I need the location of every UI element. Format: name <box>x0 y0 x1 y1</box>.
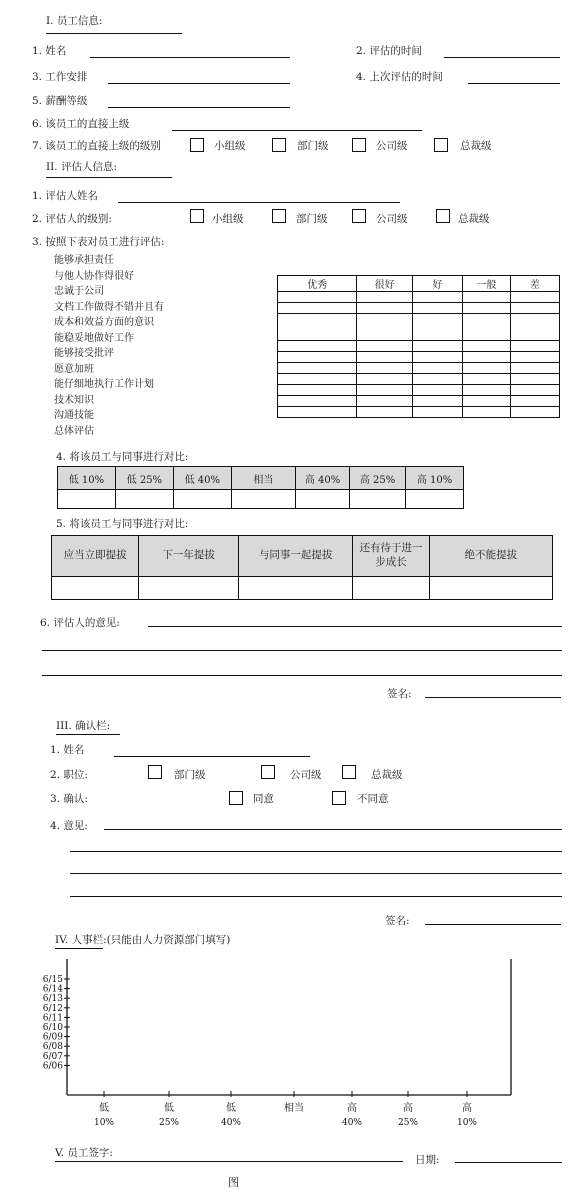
evaluator-level-checkbox-team[interactable] <box>190 209 204 223</box>
chart-y-tick-label: 6/14 <box>42 984 63 995</box>
confirm-opinion-line-3[interactable] <box>70 873 562 874</box>
agree-label: 同意 <box>253 793 274 805</box>
position-checkbox-ceo[interactable] <box>342 765 356 779</box>
chart-x-tick-sublabel: 40% <box>341 1118 363 1128</box>
supervisor-label: 6. 该员工的直接上级 <box>32 118 130 130</box>
disagree-label: 不同意 <box>357 793 389 805</box>
promotion-header-cell: 应当立即提拔 <box>52 536 139 577</box>
agree-checkbox[interactable] <box>229 791 243 805</box>
chart-x-tick-sublabel: 25% <box>158 1118 180 1128</box>
rating-cell[interactable] <box>278 374 357 385</box>
evaluator-opinion-label: 6. 评估人的意见: <box>40 617 120 629</box>
chart-y-tick-label: 6/06 <box>42 1061 63 1072</box>
rating-cell[interactable] <box>510 352 559 363</box>
rating-cell[interactable] <box>462 407 510 418</box>
comparison-input-cell[interactable] <box>231 490 295 509</box>
chart-y-tick-label: 6/15 <box>42 975 63 985</box>
rating-cell[interactable] <box>462 385 510 396</box>
criteria-item: 能仔细地执行工作计划 <box>54 379 154 390</box>
rating-cell[interactable] <box>510 314 559 341</box>
rating-cell[interactable] <box>462 374 510 385</box>
promotion-header-cell: 与同事一起提拔 <box>239 536 353 577</box>
rating-cell[interactable] <box>462 396 510 407</box>
comparison-header-cell: 相当 <box>231 467 295 490</box>
rating-row <box>278 374 560 385</box>
rating-cell[interactable] <box>357 385 413 396</box>
promotion-header-cell: 下一年提拔 <box>139 536 239 577</box>
chart-x-tick-label: 高 <box>403 1103 413 1114</box>
comparison-header-cell: 低 10% <box>58 467 116 490</box>
comparison-input-cell[interactable] <box>173 490 231 509</box>
rating-cell[interactable] <box>510 303 559 314</box>
evaluator-name-label: 1. 评估人姓名 <box>32 190 98 202</box>
evaluator-level-team-label: 小组级 <box>212 213 244 225</box>
comparison-input-cell[interactable] <box>58 490 116 509</box>
employee-name-label: 1. 姓名 <box>32 45 67 57</box>
chart-y-tick-label: 6/13 <box>42 994 63 1005</box>
section-1-title: I. 员工信息: <box>46 15 103 27</box>
chart-x-tick-label: 低 <box>99 1103 109 1114</box>
rating-cell[interactable] <box>510 385 559 396</box>
salary-field[interactable] <box>108 107 290 108</box>
rating-cell[interactable] <box>510 292 559 303</box>
rating-cell[interactable] <box>278 341 357 352</box>
last-eval-label: 4. 上次评估的时间 <box>356 71 443 83</box>
comparison-input-cell[interactable] <box>296 490 350 509</box>
rating-cell[interactable] <box>510 363 559 374</box>
chart-y-tick-label: 6/08 <box>42 1042 63 1053</box>
chart-x-tick-sublabel: 10% <box>93 1118 115 1128</box>
confirm-opinion-line-4[interactable] <box>70 896 562 897</box>
rating-header-cell: 很好 <box>357 276 413 292</box>
rating-row <box>278 363 560 374</box>
supervisor-level-checkbox-company[interactable] <box>352 138 366 152</box>
date-label: 日期: <box>415 1154 440 1166</box>
section-2-title: II. 评估人信息: <box>46 161 118 173</box>
rating-cell[interactable] <box>462 363 510 374</box>
comparison-input-cell[interactable] <box>350 490 406 509</box>
evaluator-level-company-label: 公司级 <box>376 213 408 225</box>
rating-header-cell: 差 <box>510 276 559 292</box>
section-5-title: V. 员工签字: <box>55 1147 113 1159</box>
rating-cell[interactable] <box>413 292 463 303</box>
supervisor-level-team-label: 小组级 <box>214 140 246 152</box>
promotion-table <box>51 535 553 600</box>
confirm-opinion-line-1[interactable] <box>104 829 562 830</box>
promotion-input-cell[interactable] <box>139 577 239 600</box>
rating-cell[interactable] <box>357 292 413 303</box>
comparison-header-cell: 高 25% <box>350 467 406 490</box>
rating-header-cell: 好 <box>413 276 463 292</box>
rating-cell[interactable] <box>413 396 463 407</box>
rating-row <box>278 396 560 407</box>
eval-time-field[interactable] <box>444 57 560 58</box>
chart-y-tick-label: 6/11 <box>42 1013 63 1024</box>
rating-table <box>277 275 560 418</box>
rating-cell[interactable] <box>357 341 413 352</box>
criteria-item: 文档工作做得不错并且有 <box>54 301 164 313</box>
rating-cell[interactable] <box>462 314 510 341</box>
promotion-input-cell[interactable] <box>353 577 430 600</box>
criteria-item: 忠诚于公司 <box>54 286 104 297</box>
position-label: 2. 职位: <box>50 769 88 781</box>
section-3-underline <box>56 734 120 735</box>
promotion-header-row <box>52 536 553 577</box>
rating-row <box>278 385 560 396</box>
criteria-item: 愿意加班 <box>54 363 94 375</box>
section-2-underline <box>46 177 172 178</box>
rating-cell[interactable] <box>510 396 559 407</box>
rating-cell[interactable] <box>278 385 357 396</box>
position-checkbox-company[interactable] <box>261 765 275 779</box>
confirm-signature-field[interactable] <box>425 924 561 925</box>
chart-x-tick-label: 高 <box>462 1103 472 1114</box>
figure-caption: 图 <box>228 1176 239 1189</box>
supervisor-field[interactable] <box>172 130 422 131</box>
criteria-item: 成本和效益方面的意识 <box>54 317 154 328</box>
confirm-name-field[interactable] <box>114 756 310 757</box>
promotion-input-cell[interactable] <box>239 577 353 600</box>
rating-header-cell: 优秀 <box>278 276 357 292</box>
confirm-opinion-label: 4. 意见: <box>50 820 88 832</box>
evaluator-level-checkbox-company[interactable] <box>352 209 366 223</box>
supervisor-level-ceo-label: 总裁级 <box>460 140 492 152</box>
chart-x-tick-label: 低 <box>226 1103 236 1114</box>
rating-cell[interactable] <box>510 341 559 352</box>
rating-row <box>278 303 560 314</box>
confirm-name-label: 1. 姓名 <box>50 744 85 756</box>
rating-cell[interactable] <box>357 303 413 314</box>
rating-cell[interactable] <box>510 374 559 385</box>
rating-cell[interactable] <box>413 303 463 314</box>
date-field[interactable] <box>455 1162 562 1163</box>
employee-name-field[interactable] <box>90 57 290 58</box>
disagree-checkbox[interactable] <box>332 791 346 805</box>
promotion-title: 5. 将该员工与同事进行对比: <box>56 518 189 530</box>
section-3-title: III. 确认栏: <box>56 720 111 732</box>
rating-cell[interactable] <box>357 396 413 407</box>
rating-cell[interactable] <box>357 352 413 363</box>
chart-x-tick-sublabel: 10% <box>456 1118 478 1128</box>
chart-x-tick-sublabel: 25% <box>397 1118 419 1128</box>
rating-cell[interactable] <box>278 363 357 374</box>
comparison-table <box>57 466 464 509</box>
confirm-signature-label: 签名: <box>385 915 410 927</box>
rating-cell[interactable] <box>413 363 463 374</box>
chart-y-tick-label: 6/12 <box>42 1003 63 1014</box>
rating-cell[interactable] <box>413 385 463 396</box>
promotion-header-cell: 绝不能提拔 <box>429 536 552 577</box>
comparison-header-cell: 低 25% <box>115 467 173 490</box>
chart-x-tick-label: 高 <box>347 1103 357 1114</box>
eval-time-label: 2. 评估的时间 <box>356 45 422 57</box>
rating-cell[interactable] <box>510 407 559 418</box>
criteria-item: 总体评估 <box>54 425 94 437</box>
comparison-input-cell[interactable] <box>115 490 173 509</box>
position-checkbox-dept[interactable] <box>148 765 162 779</box>
evaluator-opinion-line-1[interactable] <box>148 626 562 627</box>
criteria-item: 沟通技能 <box>54 410 94 421</box>
evaluator-level-dept-label: 部门级 <box>296 213 328 225</box>
rating-cell[interactable] <box>413 352 463 363</box>
rating-header-cell: 一般 <box>462 276 510 292</box>
rating-header-row <box>278 276 560 292</box>
rating-cell[interactable] <box>357 314 413 341</box>
comparison-header-cell: 高 40% <box>296 467 350 490</box>
supervisor-level-checkbox-team[interactable] <box>190 138 204 152</box>
rating-row <box>278 292 560 303</box>
criteria-item: 技术知识 <box>54 394 94 406</box>
supervisor-level-company-label: 公司级 <box>376 140 408 152</box>
evaluator-opinion-line-2[interactable] <box>42 650 562 651</box>
chart-x-tick-label: 低 <box>164 1103 174 1114</box>
rating-cell[interactable] <box>462 292 510 303</box>
rating-cell[interactable] <box>278 396 357 407</box>
section-1-underline <box>46 33 182 34</box>
job-field[interactable] <box>108 83 290 84</box>
comparison-title: 4. 将该员工与同事进行对比: <box>56 451 189 463</box>
chart-y-tick-label: 6/09 <box>42 1032 63 1043</box>
job-label: 3. 工作安排 <box>32 71 88 83</box>
evaluator-signature-label: 签名: <box>387 688 412 700</box>
comparison-header-cell: 高 10% <box>406 467 464 490</box>
rating-cell[interactable] <box>278 352 357 363</box>
section-4-title: IV. 人事栏:(只能由人力资源部门填写) <box>55 934 231 946</box>
chart-y-tick-label: 6/10 <box>42 1023 63 1033</box>
rating-row <box>278 341 560 352</box>
last-eval-field[interactable] <box>468 83 560 84</box>
employee-signature-field[interactable] <box>55 1161 403 1162</box>
position-company-label: 公司级 <box>290 769 322 781</box>
chart-y-tick-label: 6/07 <box>42 1051 63 1062</box>
promotion-input-cell[interactable] <box>429 577 552 600</box>
comparison-input-cell[interactable] <box>406 490 464 509</box>
rating-cell[interactable] <box>357 407 413 418</box>
rating-cell[interactable] <box>413 314 463 341</box>
rating-cell[interactable] <box>278 314 357 341</box>
hr-chart <box>0 945 584 1145</box>
salary-label: 5. 薪酬等级 <box>32 95 88 107</box>
rating-row <box>278 352 560 363</box>
criteria-item: 能稳妥地做好工作 <box>54 332 134 344</box>
evaluator-level-checkbox-dept[interactable] <box>272 209 286 223</box>
rating-cell[interactable] <box>278 303 357 314</box>
rating-cell[interactable] <box>357 363 413 374</box>
evaluator-opinion-line-3[interactable] <box>42 675 562 676</box>
comparison-input-row <box>58 490 464 509</box>
evaluator-level-ceo-label: 总裁级 <box>458 213 490 225</box>
evaluator-name-field[interactable] <box>118 202 400 203</box>
criteria-item: 能够接受批评 <box>54 348 114 359</box>
rating-cell[interactable] <box>278 292 357 303</box>
rating-cell[interactable] <box>462 352 510 363</box>
evaluator-signature-field[interactable] <box>425 697 561 698</box>
supervisor-level-label: 7. 该员工的直接上级的级别 <box>32 140 161 152</box>
supervisor-level-checkbox-ceo[interactable] <box>434 138 448 152</box>
rating-cell[interactable] <box>413 341 463 352</box>
confirm-label: 3. 确认: <box>50 793 88 805</box>
evaluator-level-checkbox-ceo[interactable] <box>436 209 450 223</box>
rating-row <box>278 407 560 418</box>
rating-cell[interactable] <box>278 407 357 418</box>
rating-cell[interactable] <box>357 374 413 385</box>
chart-x-tick-label: 相当 <box>284 1103 304 1114</box>
supervisor-level-checkbox-dept[interactable] <box>272 138 286 152</box>
promotion-input-cell[interactable] <box>52 577 139 600</box>
rating-cell[interactable] <box>413 407 463 418</box>
rating-cell[interactable] <box>462 303 510 314</box>
chart-x-tick-sublabel: 40% <box>220 1118 242 1128</box>
promotion-header-cell: 还有待于进一步成长 <box>353 536 430 577</box>
rating-cell[interactable] <box>462 341 510 352</box>
promotion-input-row <box>52 577 553 600</box>
supervisor-level-dept-label: 部门级 <box>297 140 329 152</box>
criteria-item: 与他人协作得很好 <box>54 270 134 282</box>
confirm-opinion-line-2[interactable] <box>70 851 562 852</box>
evaluation-instructions: 3. 按照下表对员工进行评估: <box>32 236 165 248</box>
comparison-header-cell: 低 40% <box>173 467 231 490</box>
criteria-item: 能够承担责任 <box>54 255 114 266</box>
comparison-header-row <box>58 467 464 490</box>
rating-row <box>278 314 560 341</box>
evaluator-level-label: 2. 评估人的级别: <box>32 213 112 225</box>
rating-cell[interactable] <box>413 374 463 385</box>
position-dept-label: 部门级 <box>174 769 206 781</box>
position-ceo-label: 总裁级 <box>371 769 403 781</box>
